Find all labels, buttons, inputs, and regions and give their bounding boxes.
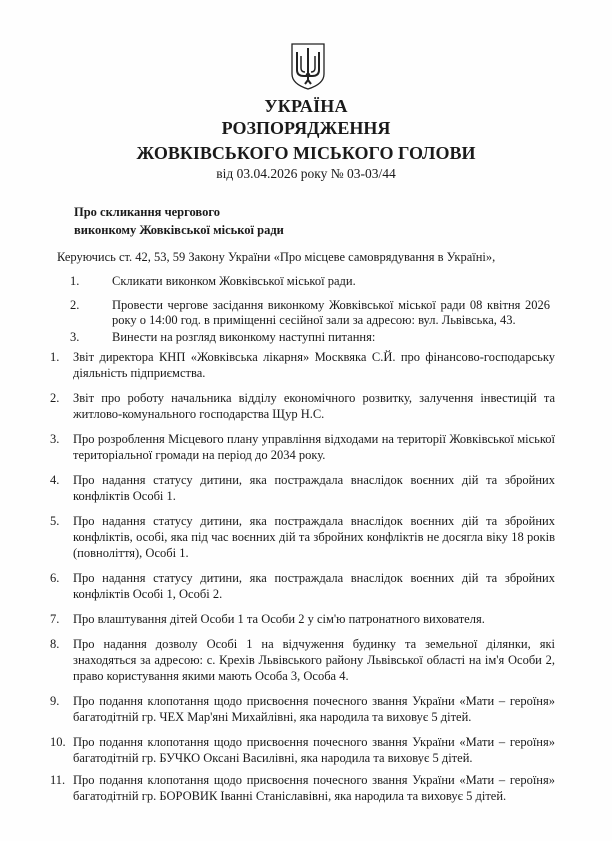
agenda-text: Про надання статусу дитини, яка постраждала внаслідок воєнних дій та збройних конфліктів Особі 1. — [73, 473, 555, 503]
agenda-text: Про розроблення Місцевого плану управління відходами на території Жовківської міської територіальної громади на період до 2034 року. — [73, 432, 555, 462]
agenda-number: 6. — [50, 571, 60, 585]
agenda-number: 5. — [50, 514, 60, 528]
agenda-item — [50, 636, 555, 684]
legal-basis-text: Керуючись ст. 42, 53, 59 Закону України «Про місцеве самоврядування в Україні», — [57, 250, 496, 264]
agenda-item — [50, 734, 555, 766]
document-date-number: від 03.04.2026 року № 03-03/44 — [216, 166, 396, 181]
agenda-item — [50, 349, 555, 381]
order-item — [70, 330, 550, 345]
document-type-title: РОЗПОРЯДЖЕННЯ — [221, 118, 391, 138]
agenda-number: 1. — [50, 350, 60, 364]
agenda-number: 9. — [50, 694, 60, 708]
agenda-number: 8. — [50, 637, 60, 651]
order-text: Винести на розгляд виконкому наступні питання: — [112, 330, 376, 344]
agenda-item — [50, 611, 555, 627]
subject-line-1: Про скликання чергового — [74, 205, 220, 219]
agenda-text: Про надання дозволу Особі 1 на відчуження будинку та земельної ділянки, які знаходяться за адресою: с. Крехів Львівського району Львівської області на ім'я Особи 2, право користування якими мають Особа 3, Особа 4. — [73, 637, 555, 683]
subject-line-2: виконкому Жовківської міської ради — [74, 223, 284, 237]
order-number: 2. — [70, 298, 80, 312]
agenda-item — [50, 570, 555, 602]
agenda-number: 10. — [50, 735, 66, 749]
agenda-text: Про подання клопотання щодо присвоєння почесного звання України «Мати – героїня» багатодітній гр. ЧЕХ Мар'яні Михайлівні, яка народила та виховує 5 дітей. — [73, 694, 555, 724]
agenda-number: 7. — [50, 612, 60, 626]
agenda-item — [50, 390, 555, 422]
agenda-text: Про влаштування дітей Особи 1 та Особи 2 у сім'ю патронатного вихователя. — [73, 612, 485, 626]
orders-list — [70, 274, 550, 345]
country-title: УКРАЇНА — [264, 96, 348, 116]
order-number: 1. — [70, 274, 80, 288]
agenda-item — [50, 693, 555, 725]
agenda-number: 3. — [50, 432, 60, 446]
agenda-text: Про надання статусу дитини, яка постраждала внаслідок воєнних дій та збройних конфліктів Особі 1, Особі 2. — [73, 571, 555, 601]
agenda-item — [50, 772, 555, 804]
agenda-item — [50, 431, 555, 463]
issuer-title: ЖОВКІВСЬКОГО МІСЬКОГО ГОЛОВИ — [136, 143, 476, 163]
agenda-number: 2. — [50, 391, 60, 405]
agenda-text: Про подання клопотання щодо присвоєння почесного звання України «Мати – героїня» багатодітній гр. БОРОВИК Іванні Станіславівні, яка народила та виховує 5 дітей. — [73, 773, 555, 803]
order-number: 3. — [70, 330, 80, 344]
agenda-list — [50, 349, 555, 813]
order-item — [70, 274, 550, 289]
order-text: Скликати виконком Жовківської міської ради. — [112, 274, 356, 288]
agenda-item — [50, 472, 555, 504]
agenda-text: Звіт про роботу начальника відділу економічного розвитку, залучення інвестицій та житлово-комунального господарства Щур Н.С. — [73, 391, 555, 421]
agenda-text: Звіт директора КНП «Жовківська лікарня» Москвяка С.Й. про фінансово-господарську діяльність підприємства. — [73, 350, 555, 380]
agenda-text: Про подання клопотання щодо присвоєння почесного звання України «Мати – героїня» багатодітній гр. БУЧКО Оксані Василівні, яка народила та виховує 5 дітей. — [73, 735, 555, 765]
order-text: Провести чергове засідання виконкому Жовківської міської ради 08 квітня 2026 року о 14:00 год. в приміщенні сесійної зали за адресою: вул. Львівська, 43. — [112, 298, 550, 327]
agenda-item — [50, 513, 555, 561]
agenda-number: 11. — [50, 773, 66, 787]
coat-of-arms-of-ukraine-icon — [290, 42, 326, 90]
order-item — [70, 298, 550, 328]
agenda-number: 4. — [50, 473, 60, 487]
agenda-text: Про надання статусу дитини, яка постраждала внаслідок воєнних дій та збройних конфліктів, особі, яка під час воєнних дій та збройних конфліктів не досягла віку 18 років (повноліття), Особі 1. — [73, 514, 555, 560]
document-subject — [74, 203, 284, 239]
